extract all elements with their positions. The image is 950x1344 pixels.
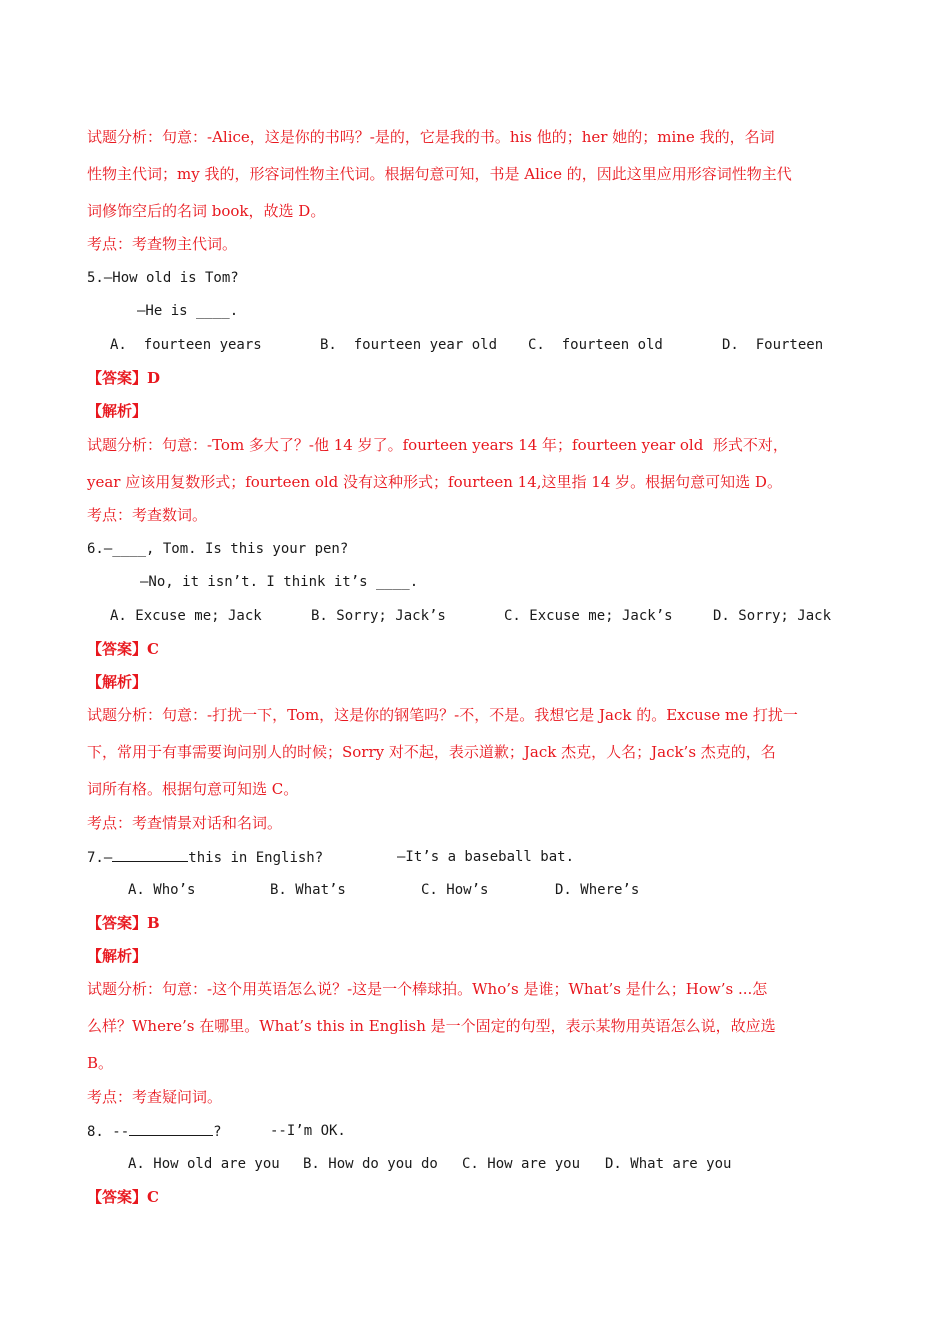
q8-option-b: B. How do you do xyxy=(303,1156,438,1172)
q4-analysis-line2: 性物主代词；my 我的，形容词性物主代词。根据句意可知，书是 Alice 的，因此这里应用形容词性物主代 xyxy=(87,165,792,183)
q8-reply: --I’m OK. xyxy=(270,1123,346,1139)
q7-stem-suffix: this in English? xyxy=(188,850,324,866)
q8-stem-prefix: 8. -- xyxy=(87,1124,130,1140)
q8-stem xyxy=(87,1121,222,1142)
q7-option-a: A. Who’s xyxy=(128,882,196,898)
q6-knowledge-point: 考点：考查情景对话和名词。 xyxy=(87,814,283,832)
q7-stem-prefix: 7.— xyxy=(87,850,113,866)
q7-analysis-line1: 试题分析：句意：-这个用英语怎么说？-这是一个棒球拍。Who’s 是谁；What’s 是什么；How’s ...怎 xyxy=(87,980,768,998)
q6-option-d: D. Sorry; Jack xyxy=(713,608,832,624)
q7-analysis-line2: 么样？Where’s 在哪里。What’s this in English 是一个固定的句型，表示某物用英语怎么说，故应选 xyxy=(87,1017,776,1035)
q5-option-d: D. Fourteen xyxy=(722,337,824,353)
q4-analysis-line3: 词修饰空后的名词 book，故选 D。 xyxy=(87,202,326,220)
q7-answer-blank xyxy=(112,847,188,862)
q6-option-c: C. Excuse me; Jack’s xyxy=(504,608,673,624)
q5-analysis-line2: year 应该用复数形式；fourteen old 没有这种形式；fourteen 14,这里指 14 岁。根据句意可知选 D。 xyxy=(87,473,782,491)
q7-option-b: B. What’s xyxy=(270,882,346,898)
q7-option-d: D. Where’s xyxy=(555,882,640,898)
q6-answer: 【答案】C xyxy=(87,640,159,658)
q5-option-b: B. fourteen year old xyxy=(320,337,498,353)
q8-option-d: D. What are you xyxy=(605,1156,732,1172)
q5-analysis-line1: 试题分析：句意：-Tom 多大了？-他 14 岁了。fourteen years 14 年；fourteen year old 形式不对， xyxy=(87,436,788,454)
q5-reply: —He is ____. xyxy=(137,303,239,319)
q6-reply: —No, it isn’t. I think it’s ____. xyxy=(140,574,419,590)
q8-answer-blank xyxy=(129,1121,213,1136)
q7-analysis-line3: B。 xyxy=(87,1054,114,1072)
q4-knowledge-point: 考点：考查物主代词。 xyxy=(87,235,238,253)
q6-analysis-line3: 词所有格。根据句意可知选 C。 xyxy=(87,780,299,798)
q6-option-a: A. Excuse me; Jack xyxy=(110,608,262,624)
q5-knowledge-point: 考点：考查数词。 xyxy=(87,506,208,524)
q6-stem: 6.—____, Tom. Is this your pen? xyxy=(87,541,349,557)
q7-knowledge-point: 考点：考查疑问词。 xyxy=(87,1088,223,1106)
q7-reply: —It’s a baseball bat. xyxy=(397,849,575,865)
q7-option-c: C. How’s xyxy=(421,882,489,898)
q5-option-c: C. fourteen old xyxy=(528,337,663,353)
q8-option-a: A. How old are you xyxy=(128,1156,280,1172)
q7-stem xyxy=(87,847,323,868)
q8-answer: 【答案】C xyxy=(87,1188,159,1206)
q6-option-b: B. Sorry; Jack’s xyxy=(311,608,446,624)
q8-stem-suffix: ? xyxy=(213,1124,222,1140)
q5-analysis-title: 【解析】 xyxy=(87,402,148,420)
q6-analysis-line2: 下，常用于有事需要询问别人的时候；Sorry 对不起，表示道歉；Jack 杰克，人名；Jack’s 杰克的，名 xyxy=(87,743,776,761)
q8-option-c: C. How are you xyxy=(462,1156,581,1172)
q5-stem: 5.—How old is Tom? xyxy=(87,270,239,286)
q5-answer: 【答案】D xyxy=(87,369,161,387)
q4-analysis-line1: 试题分析：句意：-Alice，这是你的书吗？-是的，它是我的书。his 他的；her 她的；mine 我的，名词 xyxy=(87,128,775,146)
q7-answer: 【答案】B xyxy=(87,914,160,932)
q6-analysis-title: 【解析】 xyxy=(87,673,148,691)
q7-analysis-title: 【解析】 xyxy=(87,947,148,965)
q5-option-a: A. fourteen years xyxy=(110,337,262,353)
q6-analysis-line1: 试题分析：句意：-打扰一下，Tom，这是你的钢笔吗？-不，不是。我想它是 Jack 的。Excuse me 打扰一 xyxy=(87,706,798,724)
